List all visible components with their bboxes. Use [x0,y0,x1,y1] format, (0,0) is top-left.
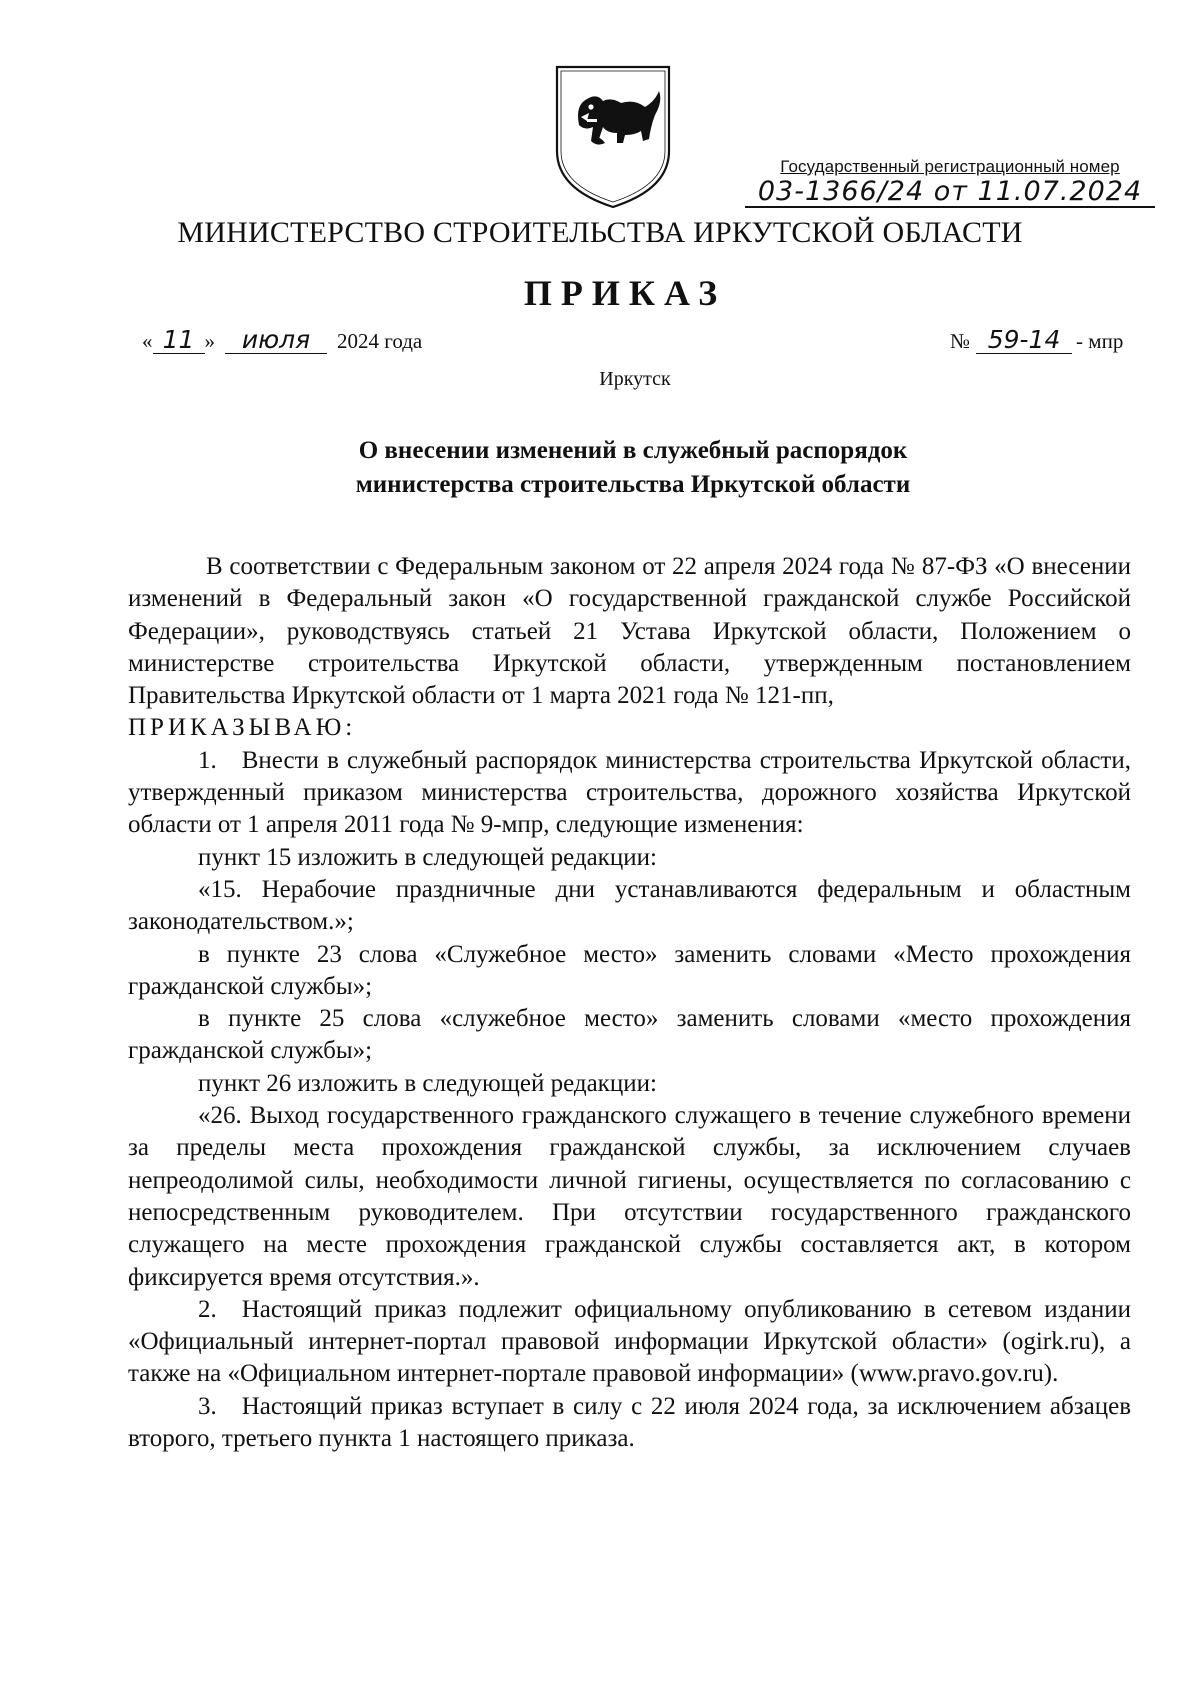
order-number [950,326,1123,354]
item-1-subparagraph-e: пункт 26 изложить в следующей редакции: [198,1069,657,1097]
item-3-paragraph: 3. Настоящий приказ вступает в силу с 22 июля 2024 года, за исключением абзацев второго, третьего пункта 1 настоящего приказа. [128,1392,1131,1453]
item-1-subparagraph-d: в пункте 25 слова «служебное место» заменить словами «место прохождения гражданской службы»; [128,1005,1131,1065]
ministry-name: МИНИСТЕРСТВО СТРОИТЕЛЬСТВА ИРКУТСКОЙ ОБЛАСТИ [177,216,1023,249]
subject-line-1: О внесении изменений в служебный распорядок [358,437,908,464]
preamble-paragraph: В соответствии с Федеральным законом от 22 апреля 2024 года № 87-ФЗ «О внесении изменений в Федеральный закон «О государственной гражданской службе Российской Федерации», руководствуясь статьей 21 Устава Иркутской области, Положением о министерстве строительства Иркутской области, утвержденным постановлением Правительства Иркутской области от 1 марта 2021 года № 121-пп, [128,553,1131,710]
item-1-subparagraph-f: «26. Выход государственного гражданского служащего в течение служебного времени за пределы места прохождения гражданской службы, за исключением случаев непреодолимой силы, необходимости личной гигиены, осуществляется по согласованию с непосредственным руководителем. При отсутствии государственного гражданского служащего на месте прохождения гражданской службы составляется акт, в котором фиксируется время отсутствия.». [128,1102,1131,1291]
subject-line-2: министерства строительства Иркутской области [355,471,911,498]
number-suffix: - мпр [1076,329,1124,353]
date-year: 2024 года [337,329,423,353]
item-2-paragraph: 2. Настоящий приказ подлежит официальному опубликованию в сетевом издании «Официальный интернет-портал правовой информации Иркутской области» (ogirk.ru), а также на «Официальном интернет-портале правовой информации» (www.pravo.gov.ru). [128,1295,1131,1388]
order-subject [0,434,1200,502]
document-type-title: ПРИКАЗ [523,273,727,313]
item-1-subparagraph-c: в пункте 23 слова «Служебное место» заменить словами «Место прохождения гражданской службы»; [128,940,1131,1000]
number-prefix: № [950,329,971,353]
date-month: июля [225,326,327,354]
order-word: ПРИКАЗЫВАЮ: [128,714,357,742]
date-day: 11 [153,326,205,354]
date-open-quote: « [142,329,153,353]
item-1-subparagraph-b: «15. Нерабочие праздничные дни устанавливаются федеральным и областным законодательством.»; [128,875,1131,936]
coat-of-arms-icon [551,61,675,211]
city-label: Иркутск [599,368,671,390]
date-close-quote: » [204,329,215,353]
registration-caption: Государственный регистрационный номер [780,157,1120,176]
item-1-paragraph: 1. Внести в служебный распорядок министерства строительства Иркутской области, утвержденный приказом министерства строительства, дорожного хозяйства Иркутской области от 1 апреля 2011 года № 9-мпр, следующие изменения: [128,746,1131,839]
number-value: 59-14 [976,326,1072,354]
item-1-subparagraph-a: пункт 15 изложить в следующей редакции: [198,843,657,871]
registration-block [745,157,1155,208]
registration-number: 03-1366/24 от 11.07.2024 [745,177,1155,208]
order-date [142,326,422,354]
order-body [128,551,1131,1455]
